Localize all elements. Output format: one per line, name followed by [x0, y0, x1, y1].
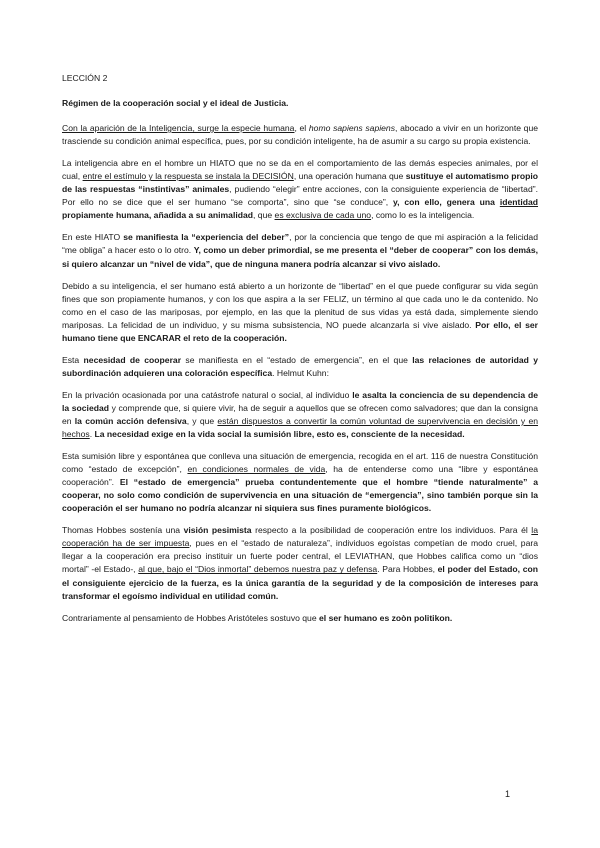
- text-run: identidad: [499, 197, 539, 208]
- paragraph: [62, 354, 538, 380]
- text-run: le asalta la conciencia de su dependencia de la sociedad: [62, 389, 538, 413]
- text-run: , el: [294, 123, 309, 134]
- text-run: el poder del Estado, con el consiguiente ejercicio de la fuerza, es la única garantía de la seguridad y de la composición de intereses para transformar el egoísmo individual en utilidad común.: [62, 564, 538, 601]
- text-run: , por la conciencia que tengo de que mi aspiración a la felicidad “me obliga” a hacer esto o lo otro.: [62, 232, 538, 256]
- text-run: y, con ello, genera una: [393, 197, 500, 208]
- text-run: El “estado de emergencia” prueba contundentemente que el hombre “tiende naturalmente” a cooperar, no solo como condición de supervivencia en una situación de “emergencia”, sino también porque sin la cooperación el ser humano no podría alcanzar ni siquiera sus fines puramente biológicos.: [62, 477, 538, 514]
- page-number: 1: [505, 789, 511, 799]
- text-run: propiamente humana, añadida a su animalidad: [62, 210, 254, 221]
- text-run: y comprende que, si quiere vivir, ha de seguir a aquellos que se ofrecen como salvadores; que dan la consigna en: [62, 402, 538, 426]
- text-run: .: [89, 429, 95, 440]
- text-run: , abocado a vivir en un horizonte que trasciende su condición animal específica, pues, por su condición inteligente, ha de asumir a su cargo su propia existencia.: [62, 123, 539, 147]
- paragraph: [62, 524, 538, 602]
- text-run: Con la aparición de la Inteligencia, surge la especie humana: [62, 123, 295, 134]
- text-run: , que: [253, 210, 275, 221]
- text-run: , y que: [186, 415, 218, 426]
- text-run: La inteligencia abre en el hombre un HIATO que no se da en el comportamiento de las demás especies animales, por el cual,: [62, 158, 538, 182]
- body-text: [62, 122, 538, 625]
- text-run: la común acción defensiva: [74, 415, 187, 426]
- text-run: , pues en el “estado de naturaleza”, individuos egoístas competían de modo cruel, para llegar a la cooperación era preciso instituir un fuerte poder central, el LEVIATHAN, que Hobbes califica como un “dios mortal” -el Estado-,: [62, 538, 538, 575]
- text-run: Esta: [62, 354, 84, 365]
- text-run: Por ello, el ser humano tiene que ENCARAR el reto de la cooperación.: [62, 319, 538, 343]
- text-run: , una operación humana que: [293, 171, 406, 182]
- title-text: Régimen de la cooperación social y el ideal de Justicia.: [62, 98, 289, 109]
- text-run: En este HIATO: [62, 232, 124, 243]
- text-run: Esta sumisión libre y espontánea que conlleva una situación de emergencia, recogida en el art. 116 de nuestra Constitución como “estado de excepción”,: [62, 451, 538, 475]
- text-run: necesidad de cooperar: [83, 354, 182, 365]
- text-run: respecto a la posibilidad de cooperación entre los individuos. Para él: [251, 525, 532, 536]
- text-run: homo sapiens sapiens: [308, 123, 396, 134]
- text-run: , pudiendo “elegir” entre acciones, con la consiguiente experiencia de “libertad”. Por ello no se dice que el ser humano “se comporta”, sino que “se conduce”,: [62, 184, 538, 208]
- text-run: La necesidad exige en la vida social la sumisión libre, esto es, consciente de la necesidad.: [94, 429, 465, 440]
- text-run: , ha de entenderse como una “libre y espontánea cooperación”.: [62, 464, 538, 488]
- text-run: las relaciones de autoridad y subordinación adquieren una coloración específica: [62, 354, 538, 378]
- text-run: , como lo es la inteligencia.: [371, 210, 475, 221]
- paragraph: [62, 122, 538, 148]
- text-run: . Para Hobbes,: [377, 564, 438, 575]
- lesson-heading: LECCIÓN 2: [62, 73, 108, 83]
- text-run: Y, como un deber primordial, se me presenta el “deber de cooperar” con los demás, si quiero alcanzar un “nivel de vida”, que de ninguna manera podría alcanzar si vivo aislado.: [62, 245, 538, 269]
- text-run: es exclusiva de cada uno: [274, 210, 372, 221]
- text-run: se manifiesta en el “estado de emergencia”, en el que: [181, 354, 413, 365]
- paragraph: [62, 389, 538, 441]
- text-run: se manifiesta la “experiencia del deber”: [123, 232, 290, 243]
- text-run: Contrariamente al pensamiento de Hobbes Aristóteles sostuvo que: [62, 612, 320, 623]
- paragraph: [62, 280, 538, 345]
- text-run: . Helmut Kuhn:: [272, 367, 329, 378]
- paragraph: [62, 612, 538, 625]
- text-run: visión pesimista: [183, 525, 252, 536]
- text-run: Thomas Hobbes sostenía una: [62, 525, 184, 536]
- text-run: en condiciones normales de vida: [187, 464, 326, 475]
- text-run: al que, bajo el “Dios inmortal” debemos nuestra paz y defensa: [138, 564, 378, 575]
- text-run: sustituye el automatismo propio de las respuestas “instintivas” animales: [62, 171, 538, 195]
- paragraph: [62, 450, 538, 515]
- paragraph: [62, 231, 538, 270]
- text-run: Debido a su inteligencia, el ser humano está abierto a un horizonte de “libertad” en el que puede configurar su vida según fines que son propiamente humanos, y con los que aspira a la ser FELIZ, un término al que cada uno le da contenido. No como en el caso de las mariposas, por ejemplo, en las que la plenitud de sus vidas ya está dada, simplemente siendo mariposas. La felicidad de un individuo, y su misma subsistencia, NO puede alcanzarla si vive aislado.: [62, 280, 538, 330]
- text-run: el ser humano es zoòn politikon.: [319, 612, 453, 623]
- text-run: la cooperación ha de ser impuesta: [62, 525, 538, 549]
- text-run: En la privación ocasionada por una catástrofe natural o social, al individuo: [62, 389, 353, 400]
- text-run: entre el estímulo y la respuesta se instala la DECISIÓN: [82, 171, 294, 182]
- document-page: [62, 72, 538, 634]
- paragraph: [62, 157, 538, 222]
- document-title: [62, 97, 538, 110]
- text-run: están dispuestos a convertir la común voluntad de supervivencia en decisión y en hechos: [62, 415, 539, 440]
